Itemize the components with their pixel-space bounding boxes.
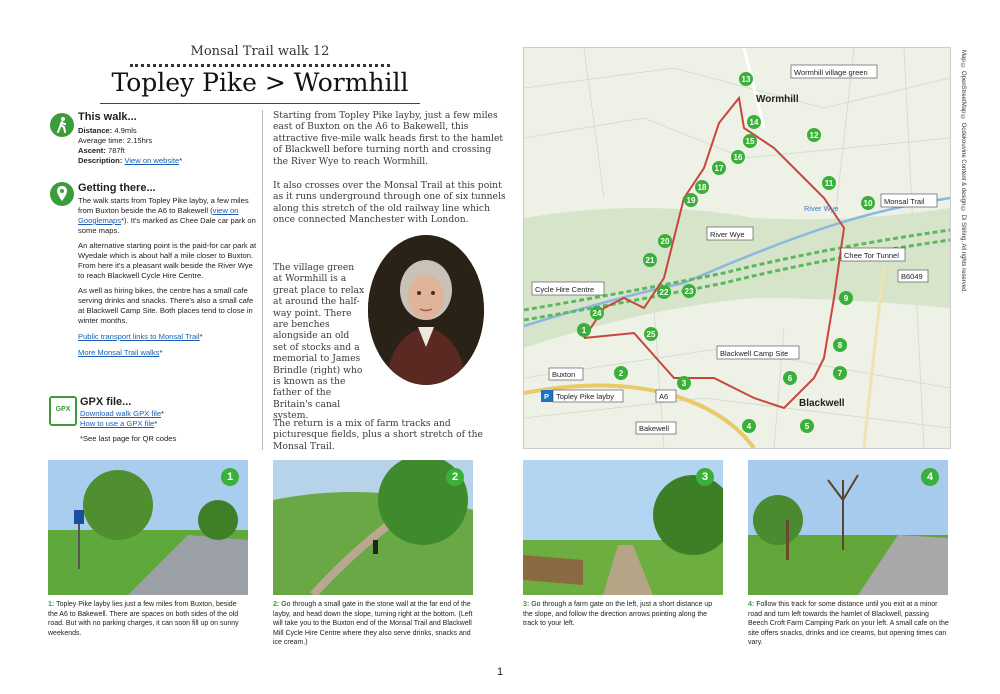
waypoint-label-20: 20 <box>660 237 670 246</box>
walk-stats <box>78 126 258 166</box>
photo-4 <box>748 460 948 595</box>
qr-note: *See last page for QR codes <box>80 434 177 443</box>
caption-4 <box>748 600 950 648</box>
caption-1-text: Topley Pike layby lies just a few miles from Buxton, beside the A6 to Bakewell. There are spaces on both sides of the old road. But with no parking charges, it can soon fill up on sunny weekends. <box>48 601 239 637</box>
map-label-river-wye: River Wye <box>710 230 745 239</box>
more-walks-link-row <box>78 348 258 358</box>
map-label-b6049: B6049 <box>901 272 923 281</box>
more-walks-link[interactable]: More Monsal Trail walks <box>78 348 160 357</box>
map-label-monsal-trail: Monsal Trail <box>884 197 925 206</box>
waypoint-label-16: 16 <box>733 153 743 162</box>
time-value: 2.15hrs <box>126 136 153 145</box>
photo-3 <box>523 460 723 595</box>
waypoint-label-3: 3 <box>681 379 687 388</box>
photo-2-badge: 2 <box>446 468 464 486</box>
waypoint-label-5: 5 <box>804 422 810 431</box>
waypoint-label-4: 4 <box>746 422 752 431</box>
waypoint-label-2: 2 <box>618 369 624 378</box>
caption-4-text: Follow this track for some distance until you exit at a minor road and turn left towards the hamlet of Blackwell, passing Beech Croft Farm Camping Park on your left. A small cafe on the site offers snacks, drinks and ice creams, but opening times can vary. <box>748 601 949 647</box>
download-gpx-link[interactable]: Download walk GPX file <box>80 409 162 418</box>
distance-value: 4.9mls <box>114 126 137 135</box>
caption-3 <box>523 600 723 629</box>
getting-there-p2: An alternative starting point is the paid-for car park at Wyedale which is about half a mile closer to Buxton. From here it's a pleasant walk beside the River Wye to reach Blackwell Cycle Hire Centre. <box>78 241 257 280</box>
this-walk-heading: This walk... <box>78 111 137 123</box>
view-on-website-link[interactable]: View on website <box>124 156 180 165</box>
gpx-icon-text: GPX <box>55 406 71 413</box>
intro-p3: The village green at Wormhill is a great place to relax at around the half-way point. There are benches alongside an old set of stocks and a memorial to James Brindle (right) who is known as the father of the Britain's canal system. <box>273 262 365 422</box>
map-label-cycle-hire: Cycle Hire Centre <box>535 285 595 294</box>
waypoint-label-11: 11 <box>824 179 834 188</box>
googlemaps-link[interactable]: view on Googlemaps <box>78 206 239 225</box>
map-label-a6: A6 <box>659 392 669 401</box>
time-row <box>78 136 258 146</box>
photo-2 <box>273 460 473 595</box>
route-map[interactable] <box>523 47 951 449</box>
waypoint-label-17: 17 <box>714 164 724 173</box>
waypoint-label-9: 9 <box>843 294 849 303</box>
ascent-value: 787ft <box>107 146 125 155</box>
getting-there-p1 <box>78 196 258 236</box>
p1-text-b: *). It's marked as Chee Dale car park on some maps. <box>78 216 256 235</box>
map-label-blackwell: Blackwell <box>799 398 845 409</box>
photo-3-badge: 3 <box>696 468 714 486</box>
title-dotted-rule <box>130 64 390 67</box>
page-number: 1 <box>496 666 504 678</box>
more-walks-asterisk: * <box>159 348 163 357</box>
map-label-wormhill-green: Wormhill village green <box>794 68 868 77</box>
description-row <box>78 156 258 166</box>
gpx-howto-row <box>80 419 260 429</box>
photo-4-badge: 4 <box>921 468 939 486</box>
waypoint-label-23: 23 <box>684 287 694 296</box>
gpx-links <box>80 409 260 429</box>
map-label-buxton: Buxton <box>552 370 576 379</box>
waypoint-label-7: 7 <box>837 369 843 378</box>
map-label-topley-pike: Topley Pike layby <box>556 392 614 401</box>
map-label-blackwell-camp: Blackwell Camp Site <box>720 349 789 358</box>
caption-3-num: 3: <box>523 601 530 608</box>
waypoint-label-19: 19 <box>686 196 696 205</box>
map-label-chee-tor: Chee Tor Tunnel <box>844 251 899 260</box>
james-brindley-portrait <box>368 235 484 385</box>
getting-there-p3: As well as hiring bikes, the centre has a small cafe serving drinks and snacks. There's also a small cafe at Blackwell Camp Site. Both places tend to close in winter months. <box>78 286 254 325</box>
intro-p2: It also crosses over the Monsal Trail at this point as it runs underground through one of six tunnels along this stretch of the old railway line which once connected Manchester with London. <box>273 180 506 226</box>
waypoint-label-12: 12 <box>809 131 819 140</box>
transport-link-row <box>78 332 258 342</box>
description-asterisk: * <box>179 156 183 165</box>
intro-p1: Starting from Topley Pike layby, just a few miles east of Buxton on the A6 to Bakewell, this attractive five-mile walk heads first to the hamlet of Blackwell before turning north and crossing the River Wye to reach Wormhill. <box>273 110 504 167</box>
download-asterisk: * <box>161 409 165 418</box>
title-underline <box>100 103 420 104</box>
map-label-bakewell: Bakewell <box>639 424 670 433</box>
waypoint-label-18: 18 <box>697 183 707 192</box>
transport-asterisk: * <box>199 332 203 341</box>
public-transport-link[interactable]: Public transport links to Monsal Trail <box>78 332 200 341</box>
waypoint-label-10: 10 <box>863 199 873 208</box>
waypoint-label-24: 24 <box>592 309 602 318</box>
intro-p4: The return is a mix of farm tracks and picturesque fields, plus a short stretch of the Monsal Trail. <box>273 418 483 452</box>
ascent-row <box>78 146 258 156</box>
waypoint-label-8: 8 <box>837 341 843 350</box>
distance-row <box>78 126 258 136</box>
waypoint-label-13: 13 <box>741 75 751 84</box>
howto-asterisk: * <box>154 419 158 428</box>
map-credit: Map © OpenStreetMap © Ocdekouvine Content & design © Di Stirling. All rights reserved. <box>960 50 966 294</box>
time-label: Average time: <box>78 136 125 145</box>
p1-text-a: The walk starts from Topley Pike layby, a few miles from Buxton beside the A6 to Bakewell ( <box>78 196 249 215</box>
howto-gpx-link[interactable]: How to use a GPX file <box>80 419 155 428</box>
waypoint-label-21: 21 <box>645 256 655 265</box>
series-label: Monsal Trail walk 12 <box>190 44 330 59</box>
gpx-heading: GPX file... <box>80 396 132 408</box>
caption-1-num: 1: <box>48 601 55 608</box>
ascent-label: Ascent: <box>78 146 106 155</box>
waypoint-label-14: 14 <box>749 118 759 127</box>
caption-3-text: Go through a farm gate on the left, just a short distance up the slope, and follow the direction arrows pointing along the track to your left. <box>523 601 713 628</box>
caption-2 <box>273 600 478 648</box>
page-title: Topley Pike > Wormhill <box>111 68 409 97</box>
walker-icon <box>50 113 74 137</box>
description-label: Description: <box>78 156 123 165</box>
waypoint-label-1: 1 <box>581 326 587 335</box>
parking-icon: P <box>544 392 550 401</box>
waypoint-label-15: 15 <box>745 137 755 146</box>
waypoint-label-25: 25 <box>646 330 656 339</box>
waypoint-label-22: 22 <box>659 288 669 297</box>
caption-2-num: 2: <box>273 601 280 608</box>
gpx-download-row <box>80 409 260 419</box>
caption-2-text: Go through a small gate in the stone wall at the far end of the layby, and head down the slope, turning right at the bottom. (Left will take you to the Buxton end of the Monsal Trail and Blackwell Mill Cycle Hire Centre where they also serve drinks, snacks and ice cream.) <box>273 601 473 647</box>
location-pin-icon <box>50 182 74 206</box>
caption-1 <box>48 600 248 638</box>
waypoint-label-6: 6 <box>787 374 793 383</box>
map-label-river-wye-blue: River Wye <box>804 204 839 213</box>
map-label-wormhill: Wormhill <box>756 94 799 105</box>
column-divider <box>262 110 263 450</box>
gpx-file-icon <box>49 396 77 426</box>
photo-1-badge: 1 <box>221 468 239 486</box>
photo-1 <box>48 460 248 595</box>
getting-there-heading: Getting there... <box>78 182 156 194</box>
distance-label: Distance: <box>78 126 113 135</box>
getting-there-text <box>78 196 258 358</box>
caption-4-num: 4: <box>748 601 755 608</box>
